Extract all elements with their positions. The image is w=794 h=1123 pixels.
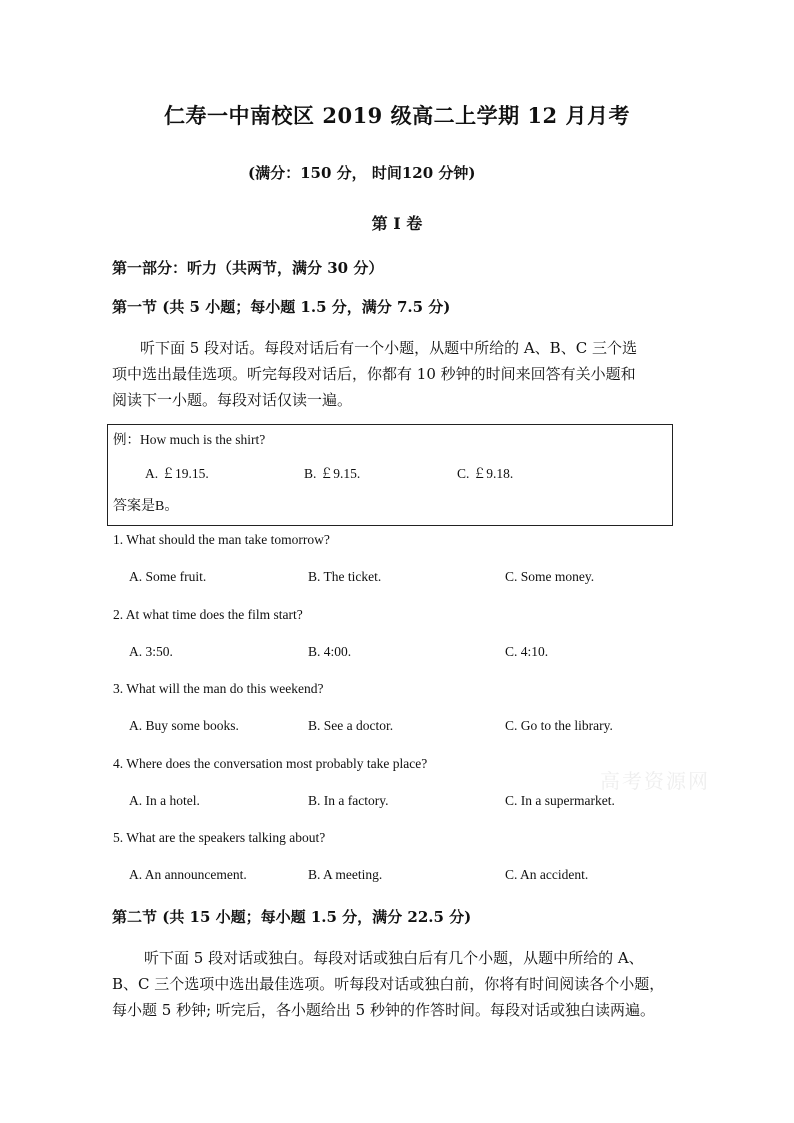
- question-5: 5. What are the speakers talking about?: [113, 830, 326, 845]
- question-2-option-a: A. 3:50.: [129, 644, 173, 659]
- section1-instructions-line1: 听下面 5 段对话。每段对话后有一个小题，从题中所给的 A、B、C 三个选: [140, 339, 637, 357]
- section1-instructions-line2: 项中选出最佳选项。听完每段对话后，你都有 10 秒钟的时间来回答有关小题和: [112, 365, 636, 383]
- question-1: 1. What should the man take tomorrow?: [113, 532, 330, 547]
- question-5-option-a: A. An announcement.: [129, 867, 247, 882]
- section1-instructions-line3: 阅读下一小题。每段对话仅读一遍。: [112, 391, 353, 409]
- question-4: 4. Where does the conversation most probably take place?: [113, 756, 428, 771]
- example-answer: 答案是B。: [113, 499, 179, 514]
- question-2-option-c: C. 4:10.: [505, 644, 549, 659]
- question-1-option-b: B. The ticket.: [308, 569, 382, 584]
- question-2: 2. At what time does the film start?: [113, 607, 303, 622]
- question-3-option-b: B. See a doctor.: [308, 718, 394, 733]
- section1-heading: 第一节 (共 5 小题；每小题 1.5 分，满分 7.5 分): [112, 298, 451, 316]
- question-3-option-c: C. Go to the library.: [505, 718, 613, 733]
- question-5-option-c: C. An accident.: [505, 867, 589, 882]
- volume-label: 第 I 卷: [371, 214, 423, 233]
- example-option-b: B. ￡9.15.: [304, 466, 361, 481]
- question-4-option-b: B. In a factory.: [308, 793, 389, 808]
- exam-subtitle: (满分：150 分， 时间120 分钟): [248, 164, 476, 182]
- section2-instructions-line2: B、C 三个选项中选出最佳选项。听每段对话或独白前，你将有时间阅读各个小题，: [112, 975, 665, 993]
- exam-title: 仁寿一中南校区 2019 级高二上学期 12 月月考: [164, 103, 630, 128]
- question-3: 3. What will the man do this weekend?: [113, 681, 324, 696]
- section2-heading: 第二节 (共 15 小题；每小题 1.5 分，满分 22.5 分): [112, 908, 472, 926]
- question-1-option-a: A. Some fruit.: [129, 569, 207, 584]
- part1-heading: 第一部分：听力（共两节，满分 30 分）: [112, 259, 384, 277]
- example-question: 例：How much is the shirt?: [113, 432, 266, 447]
- watermark: 高考资源网: [600, 769, 710, 793]
- question-5-option-b: B. A meeting.: [308, 867, 383, 882]
- question-2-option-b: B. 4:00.: [308, 644, 352, 659]
- section2-instructions-line1: 听下面 5 段对话或独白。每段对话或独白后有几个小题，从题中所给的 A、: [144, 949, 644, 967]
- question-1-option-c: C. Some money.: [505, 569, 595, 584]
- question-4-option-a: A. In a hotel.: [129, 793, 200, 808]
- example-option-c: C. ￡9.18.: [457, 466, 514, 481]
- question-4-option-c: C. In a supermarket.: [505, 793, 615, 808]
- example-option-a: A. ￡19.15.: [145, 466, 209, 481]
- question-3-option-a: A. Buy some books.: [129, 718, 239, 733]
- section2-instructions-line3: 每小题 5 秒钟; 听完后，各小题给出 5 秒钟的作答时间。每段对话或独白读两遍。: [112, 1001, 655, 1019]
